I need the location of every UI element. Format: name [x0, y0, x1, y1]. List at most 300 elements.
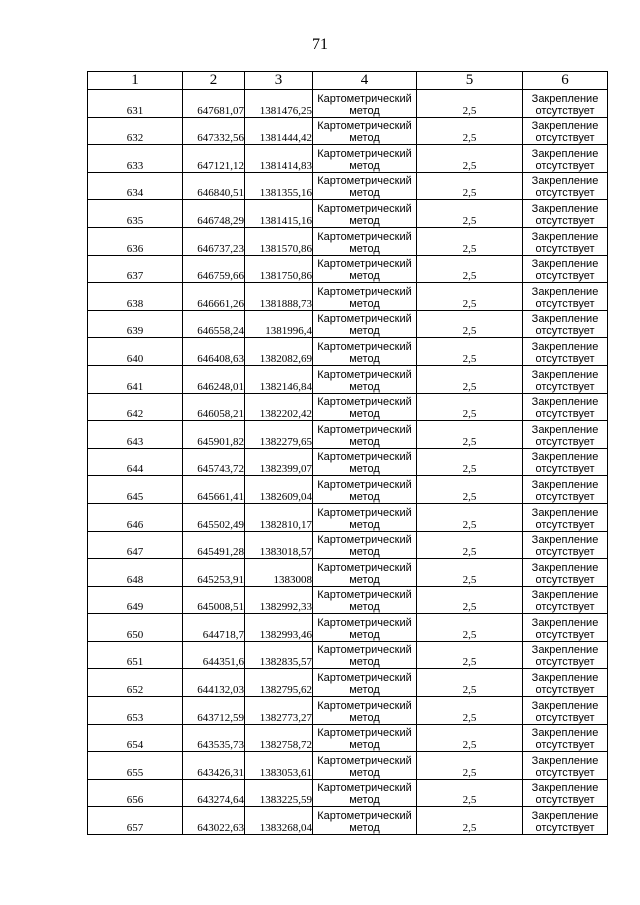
table-cell: 646058,21	[183, 393, 245, 421]
table-row	[88, 283, 608, 311]
table-cell	[313, 614, 417, 642]
table-cell: 652	[88, 669, 183, 697]
table-cell: 646558,24	[183, 310, 245, 338]
column-header: 4	[313, 72, 417, 90]
cell-text-line: отсутствует	[535, 573, 595, 586]
table-cell: 2,5	[417, 227, 523, 255]
cell-text-line: отсутствует	[535, 325, 595, 338]
table-cell: 647681,07	[183, 90, 245, 118]
table-cell: 1382758,72	[245, 724, 313, 752]
table-cell: 2,5	[417, 117, 523, 145]
cell-text-line: отсутствует	[535, 270, 595, 283]
cell-text-line: Картометрический	[317, 92, 412, 105]
cell-text-line: Закрепление	[531, 727, 599, 740]
table-cell	[313, 559, 417, 587]
table-row	[88, 559, 608, 587]
cell-text-line: Картометрический	[317, 644, 412, 657]
table-cell: 635	[88, 200, 183, 228]
cell-text-line: Картометрический	[317, 810, 412, 823]
table-cell	[523, 779, 608, 807]
table-cell: 2,5	[417, 724, 523, 752]
table-row	[88, 255, 608, 283]
table-cell	[523, 172, 608, 200]
column-header: 6	[523, 72, 608, 90]
table-row	[88, 200, 608, 228]
cell-text-line: Картометрический	[317, 451, 412, 464]
table-cell: 646661,26	[183, 283, 245, 311]
table-cell	[523, 559, 608, 587]
table-cell: 2,5	[417, 752, 523, 780]
cell-text-line: метод	[349, 214, 380, 227]
cell-text-line: отсутствует	[535, 656, 595, 669]
cell-text-line: метод	[349, 352, 380, 365]
cell-text-line: Картометрический	[317, 230, 412, 243]
table-cell: 1382609,04	[245, 476, 313, 504]
table-cell: 656	[88, 779, 183, 807]
cell-text-line: Картометрический	[317, 616, 412, 629]
table-cell: 1381570,86	[245, 227, 313, 255]
cell-text-line: Закрепление	[531, 258, 599, 271]
cell-text-line: метод	[349, 739, 380, 752]
table-cell: 1381750,86	[245, 255, 313, 283]
cell-text-line: Закрепление	[531, 478, 599, 491]
table-cell: 636	[88, 227, 183, 255]
table-cell	[523, 724, 608, 752]
table-cell	[313, 255, 417, 283]
cell-text-line: метод	[349, 766, 380, 779]
table-cell: 646737,23	[183, 227, 245, 255]
cell-text-line: Картометрический	[317, 313, 412, 326]
table-cell	[313, 697, 417, 725]
cell-text-line: Закрепление	[531, 672, 599, 685]
table-cell: 646248,01	[183, 365, 245, 393]
column-header: 3	[245, 72, 313, 90]
table-row	[88, 310, 608, 338]
cell-text-line: отсутствует	[535, 546, 595, 559]
cell-text-line: отсутствует	[535, 766, 595, 779]
cell-text-line: Картометрический	[317, 175, 412, 188]
table-cell: 654	[88, 724, 183, 752]
table-row	[88, 586, 608, 614]
table-cell: 646408,63	[183, 338, 245, 366]
cell-text-line: Картометрический	[317, 534, 412, 547]
cell-text-line: отсутствует	[535, 711, 595, 724]
table-cell	[523, 697, 608, 725]
table-cell	[523, 255, 608, 283]
table-cell: 2,5	[417, 200, 523, 228]
column-header: 1	[88, 72, 183, 90]
table-row	[88, 779, 608, 807]
cell-text-line: Картометрический	[317, 506, 412, 519]
table-cell	[313, 90, 417, 118]
table-cell: 631	[88, 90, 183, 118]
cell-text-line: Картометрический	[317, 340, 412, 353]
cell-text-line: метод	[349, 628, 380, 641]
cell-text-line: Закрепление	[531, 92, 599, 105]
table-cell	[313, 338, 417, 366]
table-cell: 648	[88, 559, 183, 587]
cell-text-line: Картометрический	[317, 396, 412, 409]
table-cell: 646759,66	[183, 255, 245, 283]
table-cell: 1382279,65	[245, 421, 313, 449]
cell-text-line: Картометрический	[317, 423, 412, 436]
cell-text-line: Закрепление	[531, 506, 599, 519]
cell-text-line: Картометрический	[317, 561, 412, 574]
table-cell	[523, 145, 608, 173]
column-header: 2	[183, 72, 245, 90]
table-row	[88, 669, 608, 697]
table-row	[88, 614, 608, 642]
table-body	[88, 90, 608, 835]
cell-text-line: метод	[349, 490, 380, 503]
table-cell: 1382993,46	[245, 614, 313, 642]
table-cell: 1382773,27	[245, 697, 313, 725]
table-cell: 2,5	[417, 365, 523, 393]
table-cell: 651	[88, 641, 183, 669]
table-cell: 1381888,73	[245, 283, 313, 311]
table-cell	[313, 807, 417, 835]
cell-text-line: Закрепление	[531, 534, 599, 547]
table-cell: 633	[88, 145, 183, 173]
cell-text-line: Картометрический	[317, 285, 412, 298]
cell-text-line: отсутствует	[535, 518, 595, 531]
table-row	[88, 227, 608, 255]
table-cell: 2,5	[417, 421, 523, 449]
table-cell	[523, 283, 608, 311]
cell-text-line: отсутствует	[535, 463, 595, 476]
table-cell	[523, 586, 608, 614]
table-cell: 2,5	[417, 448, 523, 476]
table-cell: 2,5	[417, 283, 523, 311]
cell-text-line: Закрепление	[531, 147, 599, 160]
cell-text-line: Закрепление	[531, 230, 599, 243]
table-cell: 2,5	[417, 697, 523, 725]
cell-text-line: отсутствует	[535, 435, 595, 448]
table-cell	[313, 779, 417, 807]
cell-text-line: отсутствует	[535, 684, 595, 697]
cell-text-line: метод	[349, 132, 380, 145]
table-cell: 637	[88, 255, 183, 283]
table-cell	[523, 393, 608, 421]
table-cell: 1382795,62	[245, 669, 313, 697]
cell-text-line: Закрепление	[531, 340, 599, 353]
table-cell: 645743,72	[183, 448, 245, 476]
cell-text-line: Закрепление	[531, 616, 599, 629]
cell-text-line: метод	[349, 573, 380, 586]
cell-text-line: Закрепление	[531, 810, 599, 823]
table-cell: 2,5	[417, 531, 523, 559]
cell-text-line: метод	[349, 408, 380, 421]
cell-text-line: отсутствует	[535, 132, 595, 145]
table-cell: 643426,31	[183, 752, 245, 780]
table-row	[88, 697, 608, 725]
table-cell	[313, 145, 417, 173]
page-number: 71	[312, 36, 328, 53]
table-cell: 643712,59	[183, 697, 245, 725]
table-cell	[523, 531, 608, 559]
table-cell	[313, 531, 417, 559]
table-cell: 638	[88, 283, 183, 311]
table-cell: 644	[88, 448, 183, 476]
table-cell: 2,5	[417, 614, 523, 642]
cell-text-line: метод	[349, 325, 380, 338]
table-cell: 1381476,25	[245, 90, 313, 118]
cell-text-line: метод	[349, 684, 380, 697]
table-cell: 1383018,57	[245, 531, 313, 559]
table-cell: 647121,12	[183, 145, 245, 173]
cell-text-line: метод	[349, 242, 380, 255]
table-cell: 2,5	[417, 559, 523, 587]
table-cell: 1381415,16	[245, 200, 313, 228]
cell-text-line: отсутствует	[535, 242, 595, 255]
table-row	[88, 641, 608, 669]
cell-text-line: Закрепление	[531, 285, 599, 298]
cell-text-line: отсутствует	[535, 601, 595, 614]
cell-text-line: отсутствует	[535, 214, 595, 227]
cell-text-line: метод	[349, 297, 380, 310]
table-row	[88, 476, 608, 504]
cell-text-line: метод	[349, 822, 380, 835]
table-cell: 1383268,04	[245, 807, 313, 835]
table-row	[88, 117, 608, 145]
cell-text-line: Закрепление	[531, 368, 599, 381]
cell-text-line: Закрепление	[531, 175, 599, 188]
table-cell: 647	[88, 531, 183, 559]
cell-text-line: отсутствует	[535, 794, 595, 807]
table-cell	[523, 614, 608, 642]
column-header: 5	[417, 72, 523, 90]
cell-text-line: отсутствует	[535, 739, 595, 752]
table-cell	[523, 503, 608, 531]
table-cell	[523, 117, 608, 145]
table-cell: 643535,73	[183, 724, 245, 752]
table-cell: 655	[88, 752, 183, 780]
cell-text-line: отсутствует	[535, 408, 595, 421]
table-row	[88, 448, 608, 476]
table-cell: 2,5	[417, 779, 523, 807]
cell-text-line: метод	[349, 711, 380, 724]
table-cell: 644132,03	[183, 669, 245, 697]
cell-text-line: Картометрический	[317, 258, 412, 271]
table-cell	[523, 807, 608, 835]
table-cell	[313, 227, 417, 255]
cell-text-line: Закрепление	[531, 644, 599, 657]
table-cell	[523, 90, 608, 118]
table-cell: 1382399,07	[245, 448, 313, 476]
cell-text-line: отсутствует	[535, 352, 595, 365]
cell-text-line: метод	[349, 546, 380, 559]
table-cell: 645491,28	[183, 531, 245, 559]
table-cell: 2,5	[417, 90, 523, 118]
cell-text-line: Картометрический	[317, 478, 412, 491]
cell-text-line: Картометрический	[317, 120, 412, 133]
table-header-row	[88, 72, 608, 90]
table-row	[88, 503, 608, 531]
table-row	[88, 724, 608, 752]
table-cell: 641	[88, 365, 183, 393]
table-cell	[313, 200, 417, 228]
cell-text-line: Картометрический	[317, 699, 412, 712]
cell-text-line: метод	[349, 187, 380, 200]
table-cell: 1382146,84	[245, 365, 313, 393]
table-cell: 642	[88, 393, 183, 421]
table-row	[88, 365, 608, 393]
table-cell	[523, 448, 608, 476]
table-cell: 639	[88, 310, 183, 338]
cell-text-line: Картометрический	[317, 727, 412, 740]
table-cell	[523, 752, 608, 780]
cell-text-line: Картометрический	[317, 147, 412, 160]
table-cell: 643022,63	[183, 807, 245, 835]
table-cell: 1383053,61	[245, 752, 313, 780]
table-cell: 645661,41	[183, 476, 245, 504]
table-cell: 632	[88, 117, 183, 145]
table-cell	[523, 669, 608, 697]
table-cell: 647332,56	[183, 117, 245, 145]
table-cell: 2,5	[417, 310, 523, 338]
cell-text-line: Картометрический	[317, 782, 412, 795]
table-cell	[313, 586, 417, 614]
table-cell	[523, 641, 608, 669]
table-cell: 646840,51	[183, 172, 245, 200]
table-cell	[313, 365, 417, 393]
table-cell: 1382992,33	[245, 586, 313, 614]
table-cell	[313, 448, 417, 476]
table-cell: 645901,82	[183, 421, 245, 449]
cell-text-line: Закрепление	[531, 423, 599, 436]
cell-text-line: метод	[349, 435, 380, 448]
cell-text-line: Закрепление	[531, 313, 599, 326]
cell-text-line: Закрепление	[531, 561, 599, 574]
table-cell	[523, 476, 608, 504]
table-cell: 643274,64	[183, 779, 245, 807]
cell-text-line: Картометрический	[317, 754, 412, 767]
cell-text-line: Картометрический	[317, 672, 412, 685]
table-cell	[523, 227, 608, 255]
cell-text-line: Закрепление	[531, 782, 599, 795]
table-cell	[523, 310, 608, 338]
table-row	[88, 172, 608, 200]
table-cell: 1382810,17	[245, 503, 313, 531]
cell-text-line: отсутствует	[535, 104, 595, 117]
table-cell: 649	[88, 586, 183, 614]
table-cell: 644718,7	[183, 614, 245, 642]
table-cell: 1381355,16	[245, 172, 313, 200]
table-cell: 2,5	[417, 503, 523, 531]
table-cell: 646748,29	[183, 200, 245, 228]
table-cell	[313, 310, 417, 338]
cell-text-line: метод	[349, 794, 380, 807]
table-cell: 2,5	[417, 586, 523, 614]
cell-text-line: метод	[349, 518, 380, 531]
table-row	[88, 421, 608, 449]
cell-text-line: метод	[349, 463, 380, 476]
cell-text-line: Закрепление	[531, 202, 599, 215]
table-row	[88, 393, 608, 421]
cell-text-line: Картометрический	[317, 202, 412, 215]
cell-text-line: отсутствует	[535, 822, 595, 835]
table-cell	[313, 669, 417, 697]
table-cell	[313, 393, 417, 421]
cell-text-line: метод	[349, 159, 380, 172]
table-cell	[313, 117, 417, 145]
table-cell: 2,5	[417, 641, 523, 669]
table-row	[88, 145, 608, 173]
table-row	[88, 752, 608, 780]
table-cell: 653	[88, 697, 183, 725]
table-cell: 1383008	[245, 559, 313, 587]
cell-text-line: Закрепление	[531, 589, 599, 602]
cell-text-line: отсутствует	[535, 297, 595, 310]
cell-text-line: отсутствует	[535, 159, 595, 172]
table-cell: 2,5	[417, 476, 523, 504]
cell-text-line: Закрепление	[531, 120, 599, 133]
table-cell	[523, 338, 608, 366]
cell-text-line: отсутствует	[535, 490, 595, 503]
table-cell: 645008,51	[183, 586, 245, 614]
cell-text-line: метод	[349, 656, 380, 669]
table-row	[88, 338, 608, 366]
table-cell: 645253,91	[183, 559, 245, 587]
table-cell: 1383225,59	[245, 779, 313, 807]
table-cell	[313, 172, 417, 200]
table-cell: 644351,6	[183, 641, 245, 669]
table-cell: 640	[88, 338, 183, 366]
table-cell: 1381996,4	[245, 310, 313, 338]
cell-text-line: метод	[349, 601, 380, 614]
table-cell: 650	[88, 614, 183, 642]
table-row	[88, 531, 608, 559]
cell-text-line: метод	[349, 270, 380, 283]
table-cell: 2,5	[417, 393, 523, 421]
table-cell: 657	[88, 807, 183, 835]
table-cell: 1381414,83	[245, 145, 313, 173]
table-cell	[523, 365, 608, 393]
table-row	[88, 90, 608, 118]
table-cell	[313, 752, 417, 780]
table-cell	[313, 476, 417, 504]
table-cell: 645	[88, 476, 183, 504]
table-cell: 646	[88, 503, 183, 531]
table-cell: 643	[88, 421, 183, 449]
cell-text-line: Закрепление	[531, 699, 599, 712]
table-cell: 2,5	[417, 255, 523, 283]
table-cell	[313, 283, 417, 311]
table-cell: 2,5	[417, 338, 523, 366]
table-cell	[313, 503, 417, 531]
coordinates-table	[87, 71, 608, 835]
table-cell: 2,5	[417, 172, 523, 200]
table-cell: 1382835,57	[245, 641, 313, 669]
cell-text-line: метод	[349, 380, 380, 393]
table-cell: 2,5	[417, 807, 523, 835]
cell-text-line: Закрепление	[531, 451, 599, 464]
cell-text-line: Картометрический	[317, 589, 412, 602]
table-cell	[313, 641, 417, 669]
cell-text-line: Закрепление	[531, 396, 599, 409]
table-cell: 645502,49	[183, 503, 245, 531]
table-cell	[523, 200, 608, 228]
table-cell: 1382082,69	[245, 338, 313, 366]
cell-text-line: отсутствует	[535, 187, 595, 200]
cell-text-line: отсутствует	[535, 380, 595, 393]
table-cell	[313, 724, 417, 752]
table-cell: 2,5	[417, 145, 523, 173]
table-cell: 1382202,42	[245, 393, 313, 421]
cell-text-line: отсутствует	[535, 628, 595, 641]
table-cell: 2,5	[417, 669, 523, 697]
cell-text-line: метод	[349, 104, 380, 117]
